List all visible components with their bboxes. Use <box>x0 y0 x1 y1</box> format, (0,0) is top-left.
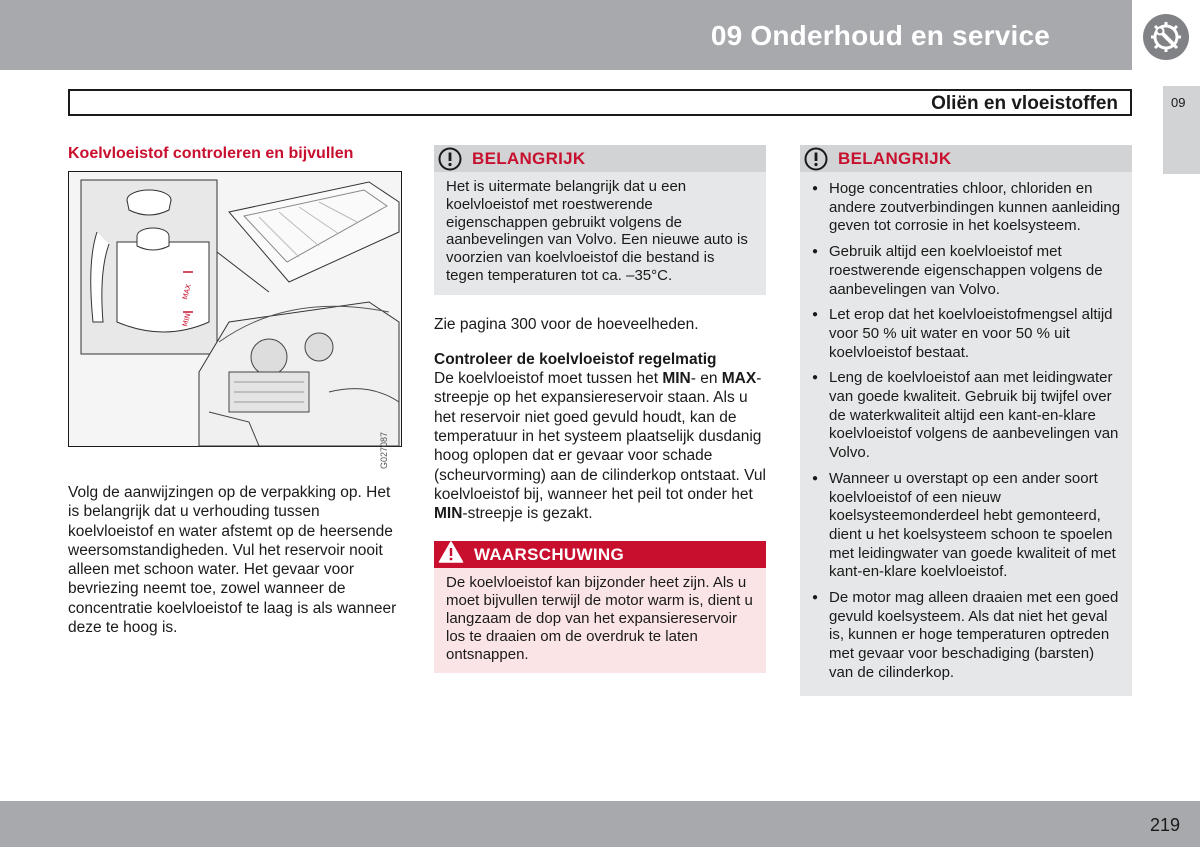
column-3 <box>800 145 1132 696</box>
important-notice-header-2 <box>800 145 1132 172</box>
list-item: ● Hoge concentraties chloor, chloriden en andere zoutverbindingen kunnen aanleiding geven tot corrosie in het koelsysteem. <box>800 180 1122 236</box>
list-item: ● Wanneer u overstapt op een ander soort koelvloeistof of een nieuw koelsysteemonderdeel hebt gemonteerd, dient u het koelsysteem schoon te spoelen met leidingwater van goede kwaliteit of met kant-en-klare koelvloeistof. <box>800 470 1122 582</box>
list-item: ● Let erop dat het koelvloeistofmengsel altijd voor 50 % uit water en voor 50 % uit koelvloeistof bestaat. <box>800 306 1122 362</box>
chapter-title: 09 Onderhoud en service <box>710 20 1050 51</box>
important-notice-header <box>434 145 766 172</box>
exclamation-icon <box>438 147 462 171</box>
important-label-2: BELANGRIJK <box>838 148 952 168</box>
warning-header <box>434 541 766 568</box>
list-item: ● Leng de koelvloeistof aan met leidingwater van goede kwaliteit. Gebruik bij twijfel over de waterkwaliteit altijd een kant-en-klare koelvloeistof volgens de aanbevelingen van Volvo. <box>800 369 1122 463</box>
chapter-side-tab-label: 09 <box>1171 95 1186 110</box>
page-number: 219 <box>1149 815 1180 835</box>
column-2 <box>434 145 766 673</box>
warning-triangle-icon <box>438 540 464 569</box>
chapter-side-tab <box>1163 86 1200 174</box>
important-notice-list-container <box>800 172 1132 696</box>
list-item: ● De motor mag alleen draaien met een goed gevuld koelsysteem. Als dat niet het geval is, kunnen er hoge temperaturen optreden met gevaar voor beschadiging (barsten) van de cilinderkop. <box>800 589 1122 683</box>
max-label: MAX <box>181 283 193 301</box>
column-1 <box>68 145 402 637</box>
warning-label: WAARSCHUWING <box>474 544 624 564</box>
check-coolant-subheading: Controleer de koelvloeistof regelmatig <box>434 351 717 369</box>
figure-code: G027087 <box>379 432 389 470</box>
wrench-gear-icon <box>1143 14 1189 60</box>
quantity-reference: Zie pagina 300 voor de hoeveelheden. <box>434 315 699 333</box>
section-title: Oliën en vloeistoffen <box>931 93 1118 114</box>
important-label: BELANGRIJK <box>472 148 586 168</box>
check-coolant-paragraph: De koelvloeistof moet tussen het MIN- en MAX-streepje op het expansiereservoir staan. Als u het reservoir niet goed gevuld houdt, kan de temperatuur in het systeem plaatselijk dusdanig hoog oplopen dat er gevaar voor schade (scheurvorming) aan de cilinderkop ontstaat. Vul koelvloeistof bij, wanneer het peil tot onder het MIN-streepje is gezakt. <box>434 370 766 523</box>
important-bullet-list <box>800 180 1122 683</box>
list-item: ● Gebruik altijd een koelvloeistof met roestwerende eigenschappen volgens de aanbevelingen van Volvo. <box>800 243 1122 299</box>
min-label: MIN <box>181 312 193 328</box>
section-title-bar <box>68 89 1132 116</box>
column1-heading: Koelvloeistof controleren en bijvullen <box>68 145 354 162</box>
important-notice-text: Het is uitermate belangrijk dat u een koelvloeistof met roestwerende eigenschappen gebruikt volgens de aanbevelingen van Volvo. Een nieuwe auto is voorzien van koelvloeistof die bestand is tegen temperaturen tot ca. –35°C. <box>434 172 766 295</box>
chapter-header-band <box>0 0 1132 70</box>
exclamation-icon <box>804 147 828 171</box>
column1-paragraph: Volg de aanwijzingen op de verpakking op. Het is belangrijk dat u verhouding tussen koelvloeistof en water afstemt op de heersende weersomstandigheden. Vul het reservoir nooit alleen met schoon water. Het gevaar voor bevriezing neemt toe, zowel wanneer de concentratie koelvloeistof te laag is als wanneer deze te hoog is. <box>68 484 397 637</box>
coolant-reservoir-illustration <box>68 171 402 470</box>
footer-band <box>0 801 1200 847</box>
warning-text: De koelvloeistof kan bijzonder heet zijn. Als u moet bijvullen terwijl de motor warm is, dient u langzaam de dop van het expansiereservoir los te draaien om de overdruk te laten ontsnappen. <box>434 568 766 673</box>
